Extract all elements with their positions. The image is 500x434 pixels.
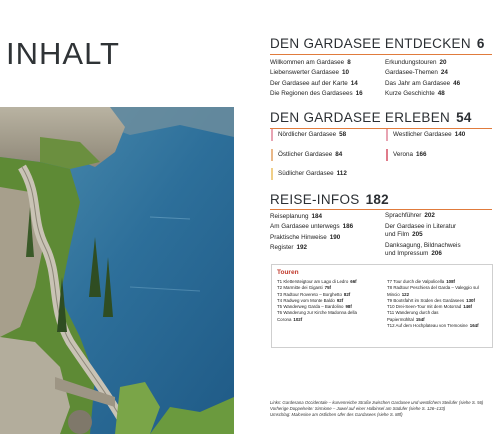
- section-title-infos-text: REISE-INFOS: [270, 192, 360, 207]
- toc-entry[interactable]: Danksagung, Bildnachweis: [385, 241, 461, 249]
- section-page-erleben: 54: [456, 110, 472, 125]
- tours-title: Touren: [277, 269, 299, 276]
- region-entry-verona[interactable]: Verona 166: [386, 149, 426, 161]
- tour-entry[interactable]: T8 Radtour Peschiera del Garda – Valeggio sul: [387, 285, 479, 291]
- toc-entry[interactable]: Die Regionen des Gardasees 16: [270, 90, 363, 98]
- region-entry-nord[interactable]: Nördlicher Gardasee 58: [271, 129, 346, 141]
- section-title-erleben: [270, 110, 472, 125]
- section-divider: [270, 54, 492, 55]
- toc-list-entdecken-right: [385, 58, 460, 100]
- region-entry-west[interactable]: Westlicher Gardasee 140: [386, 129, 465, 141]
- toc-entry[interactable]: Reiseplanung 184: [270, 213, 323, 220]
- section-page-entdecken: 6: [476, 36, 485, 51]
- region-color-bar: [271, 168, 273, 180]
- tour-entry[interactable]: T1 Klettersteigtour am Lago di Ledro 66f: [277, 279, 357, 284]
- region-color-bar: [271, 129, 273, 141]
- tour-entry[interactable]: T5 Wanderweg Garda – Bardolino 98f: [277, 304, 352, 310]
- toc-list-entdecken-left: [270, 58, 363, 100]
- tour-entry[interactable]: T11 Wanderung durch das: [387, 310, 439, 316]
- tour-entry[interactable]: T3 Radtour Rovereto – Borghetto 82f: [277, 291, 351, 297]
- toc-entry[interactable]: Praktische Hinweise 190: [270, 233, 341, 241]
- tour-entry[interactable]: T7 Tour durch die Valpolicella 108f: [387, 279, 455, 284]
- section-title-erleben-text: DEN GARDASEE ERLEBEN: [270, 110, 451, 125]
- tour-entry[interactable]: T4 Radweg vom Monte Baldo 92f: [277, 297, 344, 303]
- section-title-entdecken: [270, 36, 485, 51]
- toc-entry[interactable]: Erkundungstouren 20: [385, 59, 447, 66]
- toc-entry[interactable]: Der Gardasee auf der Karte 14: [270, 79, 358, 87]
- section-divider: [270, 209, 492, 210]
- tour-entry[interactable]: T12 Auf dem Hochplateau von Tremosine 164f: [387, 323, 479, 329]
- lake-road-photo: [0, 107, 234, 434]
- toc-entry[interactable]: Liebenswerter Gardasee 10: [270, 69, 349, 77]
- toc-entry[interactable]: Der Gardasee in Literatur: [385, 222, 457, 230]
- section-title-entdecken-text: DEN GARDASEE ENTDECKEN: [270, 36, 471, 51]
- tours-list-right: [387, 279, 479, 329]
- toc-entry[interactable]: und Impressum 206: [385, 250, 442, 258]
- toc-entry[interactable]: und Film 205: [385, 231, 423, 239]
- toc-list-infos-left: [270, 212, 353, 254]
- tour-entry[interactable]: Corona 102f: [277, 316, 303, 322]
- photo-caption: [270, 400, 498, 419]
- tour-entry[interactable]: Papiermühltal 154f: [387, 316, 425, 322]
- toc-list-infos-right: [385, 212, 461, 259]
- region-entry-sued[interactable]: Südlicher Gardasee 112: [271, 168, 347, 180]
- toc-entry[interactable]: Register 192: [270, 244, 307, 252]
- caption-line: Umschlag: Malcesine am östlichen Ufer des Gardasees (siehe S. 88f): [270, 412, 403, 418]
- tours-list-left: [277, 279, 357, 323]
- toc-entry[interactable]: Am Gardasee unterwegs 186: [270, 223, 354, 231]
- section-page-infos: 182: [365, 192, 389, 207]
- toc-entry[interactable]: Willkommen am Gardasee 8: [270, 59, 351, 66]
- tour-entry[interactable]: T6 Wanderung zur Kirche Madonna della: [277, 310, 357, 316]
- region-entry-ost[interactable]: Östlicher Gardasee 84: [271, 149, 342, 161]
- region-color-bar: [386, 149, 388, 161]
- tour-entry[interactable]: Mincio 122: [387, 291, 410, 297]
- tour-entry[interactable]: T9 Bootsfahrt im Süden des Gardasees 130f: [387, 297, 475, 303]
- region-color-bar: [386, 129, 388, 141]
- section-title-infos: [270, 192, 389, 207]
- region-color-bar: [271, 149, 273, 161]
- page-title: INHALT: [6, 36, 120, 71]
- tour-entry[interactable]: T10 Drei-Seen-Tour mit dem Motorrad 146f: [387, 304, 472, 310]
- tour-entry[interactable]: T2 Marmitte dei Giganti 75f: [277, 285, 331, 291]
- toc-entry[interactable]: Sprachführer 202: [385, 212, 435, 219]
- tours-box: [271, 264, 493, 348]
- toc-entry[interactable]: Das Jahr am Gardasee 46: [385, 79, 461, 87]
- caption-line: Links: Gardesana Occidentale – kurvenreiche Straße zwischen Gardasee und westlichem Steilufer (siehe S. 56): [270, 400, 484, 405]
- lake-road-illustration: [0, 107, 234, 434]
- toc-entry[interactable]: Gardasee-Themen 24: [385, 69, 448, 77]
- toc-entry[interactable]: Kurze Geschichte 48: [385, 90, 445, 98]
- caption-line: Vorherige Doppelseite: Sirmione – Juwel auf einer Halbinsel am Südufer (siehe S. 126–133): [270, 406, 446, 412]
